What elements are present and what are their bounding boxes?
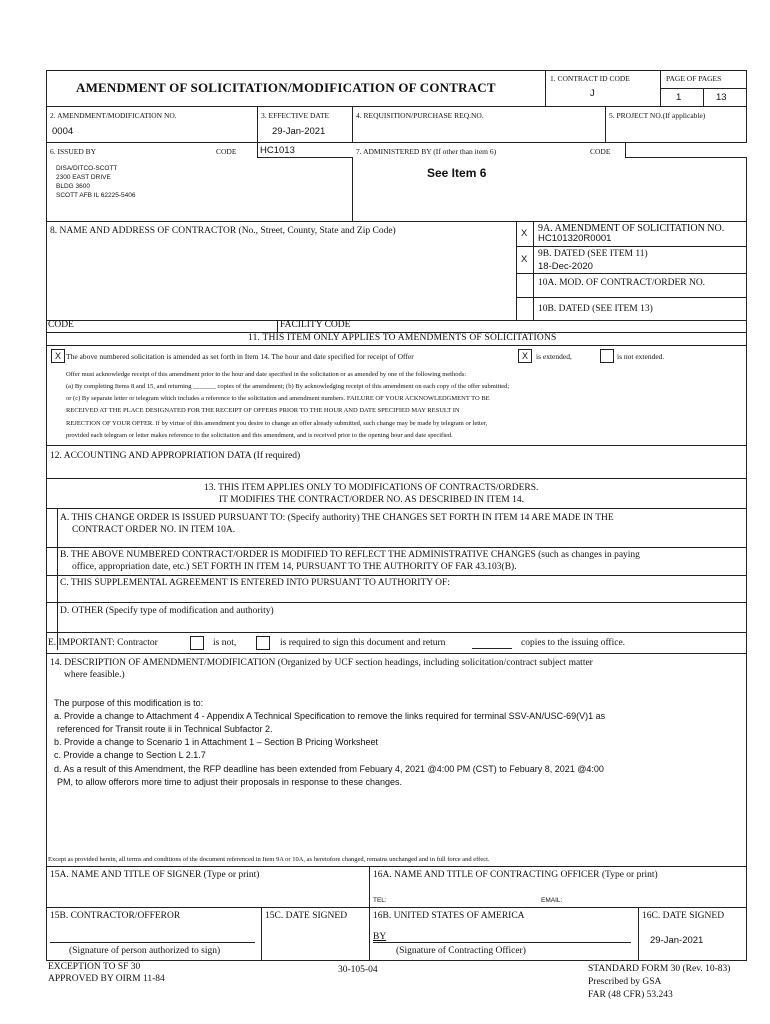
page-of-pages-label: PAGE OF PAGES bbox=[666, 74, 722, 83]
issuer-line-4: SCOTT AFB IL 62225-5406 bbox=[56, 192, 136, 199]
item13-d: D. OTHER (Specify type of modification and authority) bbox=[60, 606, 274, 616]
form-title: AMENDMENT OF SOLICITATION/MODIFICATION OF CONTRACT bbox=[76, 80, 496, 95]
amendment-no-label: 2. AMENDMENT/MODIFICATION NO. bbox=[50, 111, 177, 120]
item14-body-5: c. Provide a change to Section L 2.1.7 bbox=[54, 750, 206, 760]
item14-except: Except as provided herein, all terms and conditions of the document referenced in Item 9A or 10A, as heretofore changed, remains unchanged and in full force and effect. bbox=[48, 856, 490, 863]
contractor-date-signed-label: 15C. DATE SIGNED bbox=[265, 911, 348, 921]
facility-code-label: FACILITY CODE bbox=[280, 320, 351, 330]
item11-extended-label: is extended, bbox=[536, 352, 572, 361]
item11-line1: The above numbered solicitation is amended as set forth in Item 14. The hour and date specified for receipt of Offer bbox=[66, 352, 414, 361]
item14-body-4: b. Provide a change to Scenario 1 in Attachment 1 – Section B Pricing Worksheet bbox=[54, 737, 379, 747]
item11-para-1: Offer must acknowledge receipt of this amendment prior to the hour and date specified in the solicitation or as amended by one of the following methods: bbox=[66, 371, 467, 378]
issued-by-label: 6. ISSUED BY bbox=[50, 147, 97, 156]
item14-body-2: a. Provide a change to Attachment 4 - Appendix A Technical Specification to remove the links required for terminal SSV-AN/USC-69(V)1 as bbox=[54, 711, 606, 721]
contractor-signature-caption: (Signature of person authorized to sign) bbox=[69, 946, 221, 956]
item12-label: 12. ACCOUNTING AND APPROPRIATION DATA (If required) bbox=[50, 451, 301, 461]
item-e-required-checkbox[interactable] bbox=[256, 636, 270, 650]
item11-para-2: (a) By completing Items 8 and 15, and returning _______ copies of the amendment; (b) By acknowledging receipt of this amendment on each copy of the offer submitted; bbox=[66, 383, 510, 390]
page-number: 1 bbox=[676, 92, 682, 103]
item9a-value: HC101320R0001 bbox=[538, 233, 612, 244]
item11-para-4: RECEIVED AT THE PLACE DESIGNATED FOR THE RECEIPT OF OFFERS PRIOR TO THE HOUR AND DATE SPECIFIED MAY RESULT IN bbox=[66, 407, 460, 414]
footer-exception: EXCEPTION TO SF 30 bbox=[48, 962, 141, 972]
contractor-name-label: 8. NAME AND ADDRESS OF CONTRACTOR (No., Street, County, State and Zip Code) bbox=[50, 226, 396, 236]
footer-form-number: 30-105-04 bbox=[338, 965, 378, 975]
item14-body-1: The purpose of this modification is to: bbox=[54, 698, 204, 708]
item9a-check[interactable]: X bbox=[521, 228, 528, 239]
item11-not-extended-label: is not extended. bbox=[617, 352, 665, 361]
footer-standard-form: STANDARD FORM 30 (Rev. 10-83) bbox=[588, 964, 731, 974]
signer-name-label: 15A. NAME AND TITLE OF SIGNER (Type or print) bbox=[50, 870, 260, 880]
item9b-value: 18-Dec-2020 bbox=[538, 261, 593, 272]
item13-b-line1: B. THE ABOVE NUMBERED CONTRACT/ORDER IS MODIFIED TO REFLECT THE ADMINISTRATIVE CHANGES (such as changes in paying bbox=[60, 550, 640, 560]
item11-heading: 11. THIS ITEM ONLY APPLIES TO AMENDMENTS OF SOLICITATIONS bbox=[248, 333, 557, 343]
usa-label: 16B. UNITED STATES OF AMERICA bbox=[373, 911, 525, 921]
administered-by-value: See Item 6 bbox=[427, 166, 487, 180]
total-pages: 13 bbox=[716, 92, 727, 103]
issued-code-value: HC1013 bbox=[260, 145, 295, 156]
item14-body-6: d. As a result of this Amendment, the RFP deadline has been extended from Febuary 4, 2021 @4:00 PM (CST) to Febuary 8, 2021 @4:00 bbox=[54, 764, 604, 774]
item-e-required: is required to sign this document and return bbox=[280, 638, 446, 648]
item14-label-1: 14. DESCRIPTION OF AMENDMENT/MODIFICATION (Organized by UCF section headings, including solicitation/contract subject matter bbox=[50, 658, 593, 668]
item14-body-7: PM, to allow offerors more time to adjust their proposals in response to these changes. bbox=[57, 777, 403, 787]
item-e-copies: copies to the issuing office. bbox=[521, 638, 626, 648]
item-e-is-not: is not, bbox=[213, 638, 237, 648]
contract-id-label: 1. CONTRACT ID CODE bbox=[550, 74, 630, 83]
item9b-check[interactable]: X bbox=[521, 254, 528, 265]
item10b-label: 10B. DATED (SEE ITEM 13) bbox=[538, 304, 653, 314]
item11-para-5: REJECTION OF YOUR OFFER. If by virtue of this amendment you desire to change an offer already submitted, such change may be made by telegram or letter, bbox=[66, 420, 488, 427]
contractor-offeror-label: 15B. CONTRACTOR/OFFEROR bbox=[50, 911, 181, 921]
footer-far: FAR (48 CFR) 53.243 bbox=[588, 990, 673, 1000]
effective-date-value: 29-Jan-2021 bbox=[272, 126, 326, 137]
issued-code-label: CODE bbox=[216, 147, 237, 156]
item13-a-line1: A. THIS CHANGE ORDER IS ISSUED PURSUANT TO: (Specify authority) THE CHANGES SET FORTH IN ITEM 14 ARE MADE IN THE bbox=[60, 513, 614, 523]
item11-para-3: or (c) By separate letter or telegram which includes a reference to the solicitation and amendment numbers. FAILURE OF YOUR ACKNOWLEDGMENT TO BE bbox=[66, 395, 490, 402]
contract-id-value: J bbox=[590, 88, 595, 99]
footer-prescribed: Prescribed by GSA bbox=[588, 977, 662, 987]
item11-amended-checkbox[interactable]: X bbox=[51, 349, 65, 363]
issuer-line-2: 2300 EAST DRIVE bbox=[56, 174, 111, 181]
officer-date-value: 29-Jan-2021 bbox=[650, 935, 704, 946]
officer-date-signed-label: 16C. DATE SIGNED bbox=[642, 911, 725, 921]
admin-code-label: CODE bbox=[590, 147, 611, 156]
item13-heading-2: IT MODIFIES THE CONTRACT/ORDER NO. AS DESCRIBED IN ITEM 14. bbox=[219, 495, 524, 505]
item11-para-6: provided each telegram or letter makes reference to the solicitation and this amendment, and is received prior to the opening hour and date specified. bbox=[66, 432, 453, 439]
item-e-is-not-checkbox[interactable] bbox=[190, 636, 204, 650]
item14-label-2: where feasible.) bbox=[64, 670, 125, 680]
item13-heading-1: 13. THIS ITEM APPLIES ONLY TO MODIFICATIONS OF CONTRACTS/ORDERS. bbox=[204, 483, 539, 493]
item13-c: C. THIS SUPPLEMENTAL AGREEMENT IS ENTERED INTO PURSUANT TO AUTHORITY OF: bbox=[60, 578, 450, 588]
contractor-code-label: CODE bbox=[48, 320, 74, 330]
by-label: BY bbox=[373, 932, 387, 942]
effective-date-label: 3. EFFECTIVE DATE bbox=[261, 111, 330, 120]
requisition-label: 4. REQUISITION/PURCHASE REQ.NO. bbox=[356, 111, 484, 120]
item14-body-3: referenced for Transit route ii in Technical Subfactor 2. bbox=[57, 724, 273, 734]
amendment-no-value: 0004 bbox=[52, 126, 74, 137]
tel-label: TEL: bbox=[373, 897, 387, 904]
item10a-label: 10A. MOD. OF CONTRACT/ORDER NO. bbox=[538, 278, 706, 288]
item9b-label: 9B. DATED (SEE ITEM 11) bbox=[538, 249, 648, 259]
issuer-line-1: DISA/DITCO-SCOTT bbox=[56, 165, 118, 172]
item11-not-extended-checkbox[interactable] bbox=[600, 349, 614, 363]
email-label: EMAIL: bbox=[541, 897, 563, 904]
footer-approved: APPROVED BY OIRM 11-84 bbox=[48, 974, 165, 984]
officer-signature-caption: (Signature of Contracting Officer) bbox=[396, 946, 526, 956]
item9a-label: 9A. AMENDMENT OF SOLICITATION NO. bbox=[538, 223, 725, 234]
item13-a-line2: CONTRACT ORDER NO. IN ITEM 10A. bbox=[72, 525, 236, 535]
item13-b-line2: office, appropriation date, etc.) SET FORTH IN ITEM 14, PURSUANT TO THE AUTHORITY OF FAR 43.103(B). bbox=[72, 562, 517, 572]
item11-extended-checkbox[interactable]: X bbox=[518, 349, 532, 363]
project-no-label: 5. PROJECT NO.(If applicable) bbox=[609, 111, 706, 120]
item-e-label: E. IMPORTANT: Contractor bbox=[48, 638, 158, 648]
officer-name-label: 16A. NAME AND TITLE OF CONTRACTING OFFICER (Type or print) bbox=[373, 870, 658, 880]
issuer-line-3: BLDG 3600 bbox=[56, 183, 90, 190]
administered-by-label: 7. ADMINISTERED BY (If other than item 6) bbox=[356, 147, 497, 156]
